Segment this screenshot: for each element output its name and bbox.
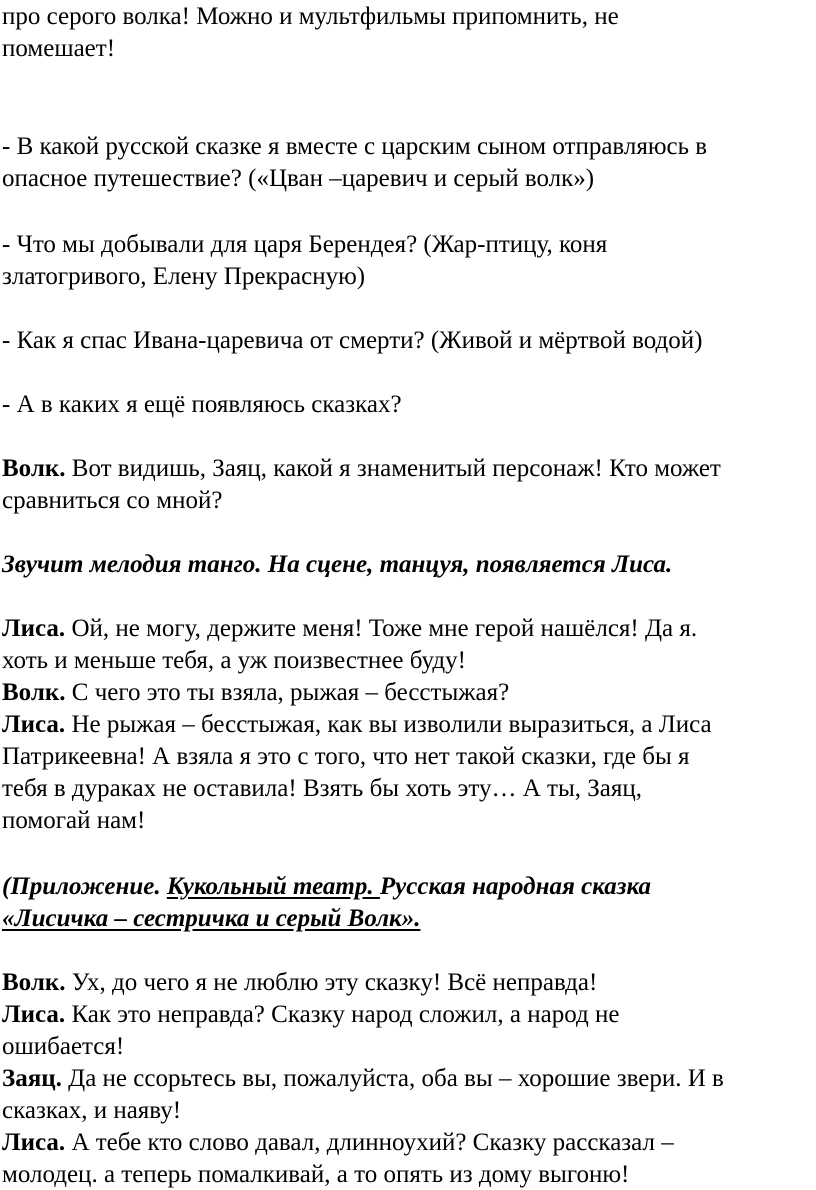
dialogue-text: Вот видишь, Заяц, какой я знаменитый персонаж! Кто может [65, 455, 721, 482]
paragraph-line: помешает! [2, 35, 116, 62]
speaker-name: Лиса. [2, 615, 66, 642]
dialogue-line [2, 1064, 724, 1094]
appendix-folk-tale: Русская народная сказка [379, 873, 652, 900]
appendix-tale-title: «Лисичка – сестричка и серый Волк». [2, 905, 421, 932]
dialogue-line [2, 454, 721, 484]
question-line: златогривого, Елену Прекрасную) [2, 263, 366, 290]
dialogue-line [2, 1000, 619, 1030]
dialogue-line [2, 968, 597, 998]
speaker-name: Лиса. [2, 1129, 66, 1156]
dialogue-text: С чего это ты взяла, рыжая – бесстыжая? [65, 679, 510, 706]
speaker-name: Волк. [2, 969, 66, 996]
dialogue-line [2, 710, 712, 740]
question-line: - Что мы добывали для царя Берендея? (Жар-птицу, коня [2, 231, 608, 258]
dialogue-line [2, 1128, 674, 1158]
speaker-name: Волк. [2, 455, 66, 482]
question-line: - А в каких я ещё появляюсь сказках? [2, 391, 402, 418]
question-line: опасное путешествие? («Цван –царевич и серый волк») [2, 165, 595, 192]
appendix-line [2, 872, 651, 902]
dialogue-line: молодец. а теперь помалкивай, а то опять из дому выгоню! [2, 1161, 630, 1188]
dialogue-text: Да не ссорьтесь вы, пожалуйста, оба вы – хорошие звери. И в [61, 1065, 724, 1092]
dialogue-text: Не рыжая – бесстыжая, как вы изволили выразиться, а Лиса [65, 711, 712, 738]
question-line: - В какой русской сказке я вместе с царским сыном отправляюсь в [2, 133, 708, 160]
dialogue-line: сравниться со мной? [2, 487, 223, 514]
dialogue-line: сказках, и наяву! [2, 1097, 182, 1124]
dialogue-line [2, 614, 697, 644]
dialogue-line: хоть и меньше тебя, а уж поизвестнее буду! [2, 647, 466, 674]
speaker-name: Волк. [2, 679, 66, 706]
dialogue-line: тебя в дураках не оставила! Взять бы хоть эту… А ты, Заяц, [2, 775, 642, 802]
speaker-name: Заяц. [2, 1065, 62, 1092]
appendix-line [2, 904, 420, 934]
dialogue-line: Патрикеевна! А взяла я это с того, что нет такой сказки, где бы я [2, 743, 690, 770]
dialogue-text: Ух, до чего я не люблю эту сказку! Всё неправда! [65, 969, 598, 996]
speaker-name: Лиса. [2, 711, 66, 738]
dialogue-text: Ой, не могу, держите меня! Тоже мне герой нашёлся! Да я. [65, 615, 698, 642]
speaker-name: Лиса. [2, 1001, 66, 1028]
question-line: - Как я спас Ивана-царевича от смерти? (Живой и мёртвой водой) [2, 327, 703, 354]
dialogue-line: ошибается! [2, 1033, 125, 1060]
dialogue-text: Как это неправда? Сказку народ сложил, а народ не [65, 1001, 620, 1028]
stage-direction: Звучит мелодия танго. На сцене, танцуя, появляется Лиса. [2, 551, 673, 578]
appendix-puppet-theatre: Кукольный театр. [166, 873, 380, 900]
paragraph-line: про серого волка! Можно и мультфильмы припомнить, не [2, 3, 619, 30]
dialogue-line: помогай нам! [2, 807, 146, 834]
dialogue-text: А тебе кто слово давал, длинноухий? Сказку рассказал – [65, 1129, 674, 1156]
appendix-prefix: (Приложение. [2, 873, 167, 900]
dialogue-line [2, 678, 509, 708]
